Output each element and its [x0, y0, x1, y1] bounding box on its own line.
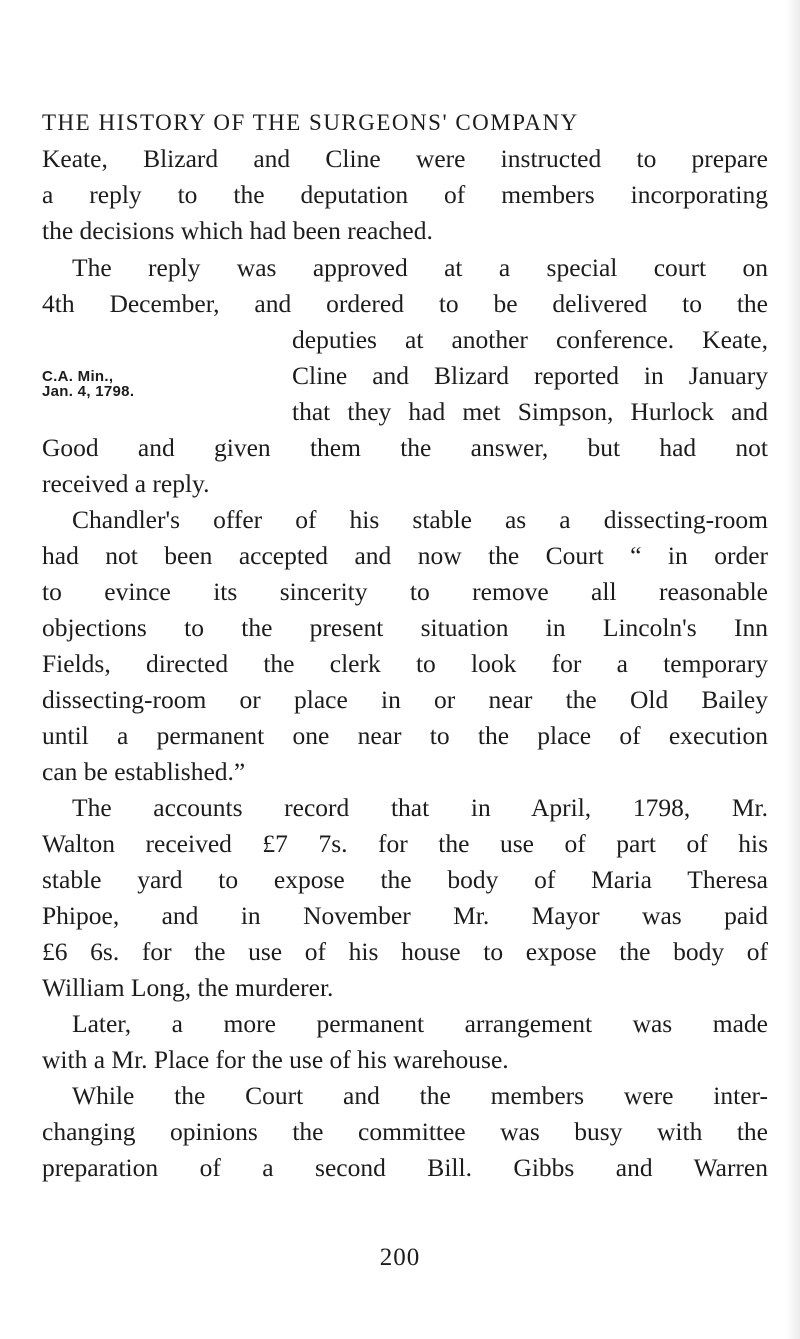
- text-line: Cline and Blizard reported in January: [292, 361, 768, 390]
- text-line: until a permanent one near to the place of execution: [42, 721, 768, 750]
- page-number: 200: [379, 1244, 421, 1271]
- text-line: to evince its sincerity to remove all reasonable: [42, 577, 768, 606]
- margin-note-line-2: Jan. 4, 1798.: [42, 383, 135, 400]
- text-line: Later, a more permanent arrangement was made: [72, 1009, 768, 1038]
- text-line: £6 6s. for the use of his house to expose the body of: [42, 937, 768, 966]
- text-line: Walton received £7 7s. for the use of part of his: [42, 829, 768, 858]
- text-line: Good and given them the answer, but had not: [42, 433, 768, 462]
- text-line: the decisions which had been reached.: [42, 216, 433, 245]
- text-line: stable yard to expose the body of Maria Theresa: [42, 865, 768, 894]
- margin-note-line-1: C.A. Min.,: [42, 368, 114, 385]
- text-line: can be established.”: [42, 757, 246, 786]
- text-line: preparation of a second Bill. Gibbs and Warren: [42, 1153, 768, 1182]
- text-line: Fields, directed the clerk to look for a temporary: [42, 649, 768, 678]
- text-line: objections to the present situation in Lincoln's Inn: [42, 613, 768, 642]
- page-edge-shadow: [786, 0, 800, 1339]
- margin-note: [42, 369, 134, 399]
- text-line: with a Mr. Place for the use of his warehouse.: [42, 1045, 509, 1074]
- text-line: dissecting-room or place in or near the Old Bailey: [42, 685, 768, 714]
- text-line: 4th December, and ordered to be delivered to the: [42, 289, 768, 318]
- text-line: that they had met Simpson, Hurlock and: [292, 397, 768, 426]
- text-line: While the Court and the members were inter-: [72, 1081, 768, 1110]
- text-line: Chandler's offer of his stable as a dissecting-room: [72, 505, 768, 534]
- text-line: Phipoe, and in November Mr. Mayor was paid: [42, 901, 768, 930]
- text-line: changing opinions the committee was busy with the: [42, 1117, 768, 1146]
- text-line: Keate, Blizard and Cline were instructed to prepare: [42, 144, 768, 173]
- text-line: The reply was approved at a special court on: [72, 253, 768, 282]
- text-line: had not been accepted and now the Court “ in order: [42, 541, 768, 570]
- text-line: William Long, the murderer.: [42, 973, 334, 1002]
- text-line: The accounts record that in April, 1798, Mr.: [72, 793, 768, 822]
- running-header: THE HISTORY OF THE SURGEONS' COMPANY: [42, 110, 579, 135]
- text-line: a reply to the deputation of members incorporating: [42, 180, 768, 209]
- text-line: received a reply.: [42, 469, 210, 498]
- text-line: deputies at another conference. Keate,: [292, 325, 768, 354]
